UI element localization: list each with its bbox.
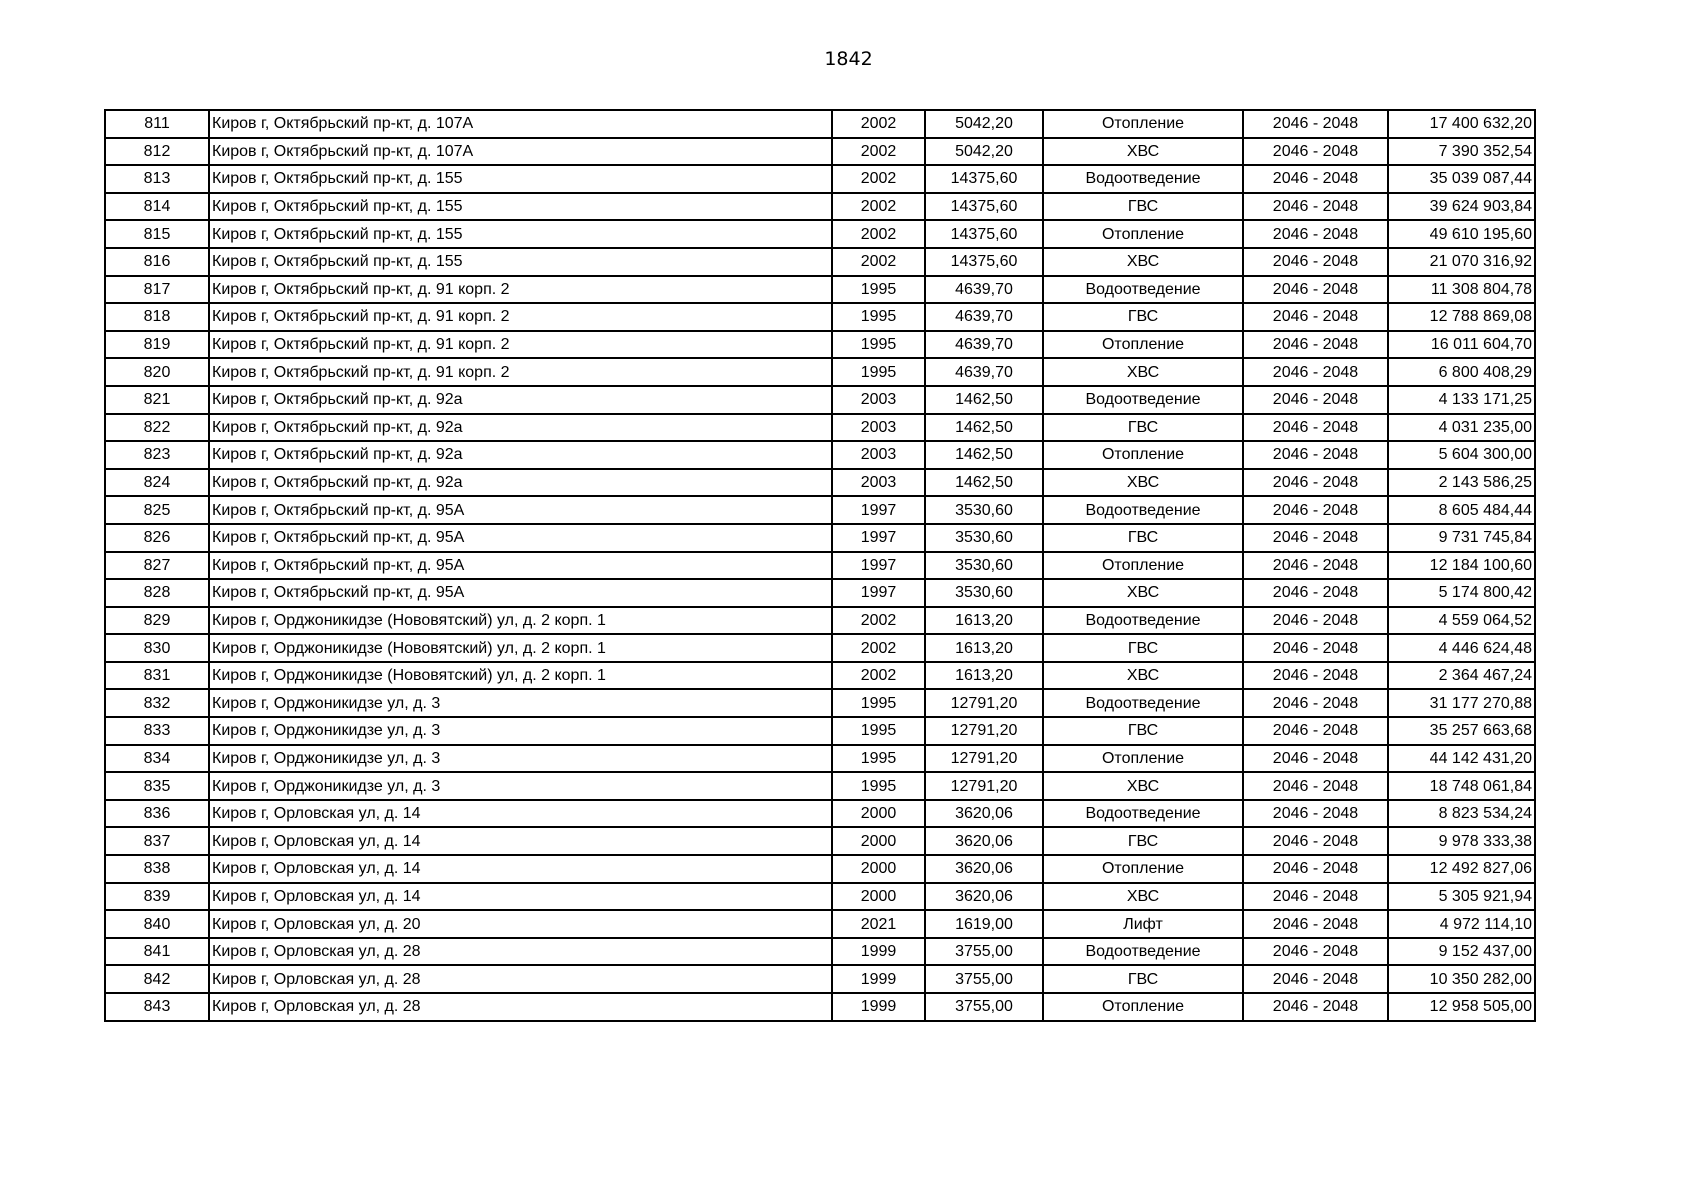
area-cell: 3620,06	[925, 800, 1043, 828]
cost-cell: 7 390 352,54	[1388, 138, 1535, 166]
work-type-cell: Отопление	[1043, 220, 1243, 248]
row-number-cell: 820	[105, 358, 209, 386]
year-built-cell: 2002	[832, 110, 925, 138]
period-cell: 2046 - 2048	[1243, 910, 1388, 938]
row-number-cell: 823	[105, 441, 209, 469]
cost-cell: 8 823 534,24	[1388, 800, 1535, 828]
table-row	[105, 827, 1535, 855]
area-cell: 3530,60	[925, 524, 1043, 552]
period-cell: 2046 - 2048	[1243, 138, 1388, 166]
table-row	[105, 193, 1535, 221]
housing-repair-table	[104, 109, 1536, 1022]
year-built-cell: 1995	[832, 772, 925, 800]
work-type-cell: ГВС	[1043, 414, 1243, 442]
address-cell: Киров г, Октябрьский пр-кт, д. 91 корп. 2	[209, 303, 832, 331]
row-number-cell: 843	[105, 993, 209, 1021]
work-type-cell: ГВС	[1043, 827, 1243, 855]
address-cell: Киров г, Октябрьский пр-кт, д. 92а	[209, 414, 832, 442]
work-type-cell: Водоотведение	[1043, 276, 1243, 304]
period-cell: 2046 - 2048	[1243, 469, 1388, 497]
cost-cell: 9 152 437,00	[1388, 938, 1535, 966]
period-cell: 2046 - 2048	[1243, 220, 1388, 248]
row-number-cell: 827	[105, 552, 209, 580]
period-cell: 2046 - 2048	[1243, 965, 1388, 993]
address-cell: Киров г, Орджоникидзе ул, д. 3	[209, 717, 832, 745]
year-built-cell: 1997	[832, 496, 925, 524]
year-built-cell: 2002	[832, 662, 925, 690]
table-row	[105, 883, 1535, 911]
work-type-cell: Отопление	[1043, 331, 1243, 359]
work-type-cell: ХВС	[1043, 883, 1243, 911]
period-cell: 2046 - 2048	[1243, 496, 1388, 524]
area-cell: 3755,00	[925, 993, 1043, 1021]
table-row	[105, 110, 1535, 138]
cost-cell: 4 133 171,25	[1388, 386, 1535, 414]
year-built-cell: 1997	[832, 524, 925, 552]
address-cell: Киров г, Орловская ул, д. 20	[209, 910, 832, 938]
year-built-cell: 2021	[832, 910, 925, 938]
address-cell: Киров г, Октябрьский пр-кт, д. 92а	[209, 386, 832, 414]
cost-cell: 39 624 903,84	[1388, 193, 1535, 221]
row-number-cell: 824	[105, 469, 209, 497]
work-type-cell: Водоотведение	[1043, 496, 1243, 524]
cost-cell: 4 446 624,48	[1388, 634, 1535, 662]
year-built-cell: 2002	[832, 193, 925, 221]
cost-cell: 35 257 663,68	[1388, 717, 1535, 745]
table-body	[105, 110, 1535, 1021]
table-row	[105, 800, 1535, 828]
table-row	[105, 524, 1535, 552]
address-cell: Киров г, Октябрьский пр-кт, д. 91 корп. 2	[209, 358, 832, 386]
address-cell: Киров г, Октябрьский пр-кт, д. 91 корп. 2	[209, 331, 832, 359]
cost-cell: 16 011 604,70	[1388, 331, 1535, 359]
area-cell: 14375,60	[925, 193, 1043, 221]
area-cell: 3530,60	[925, 552, 1043, 580]
year-built-cell: 2003	[832, 469, 925, 497]
cost-cell: 10 350 282,00	[1388, 965, 1535, 993]
address-cell: Киров г, Октябрьский пр-кт, д. 92а	[209, 441, 832, 469]
address-cell: Киров г, Октябрьский пр-кт, д. 155	[209, 220, 832, 248]
cost-cell: 44 142 431,20	[1388, 745, 1535, 773]
year-built-cell: 2002	[832, 165, 925, 193]
cost-cell: 12 788 869,08	[1388, 303, 1535, 331]
period-cell: 2046 - 2048	[1243, 248, 1388, 276]
area-cell: 4639,70	[925, 331, 1043, 359]
area-cell: 14375,60	[925, 248, 1043, 276]
year-built-cell: 2002	[832, 607, 925, 635]
work-type-cell: ГВС	[1043, 634, 1243, 662]
year-built-cell: 1997	[832, 552, 925, 580]
address-cell: Киров г, Орджоникидзе ул, д. 3	[209, 745, 832, 773]
table-row	[105, 745, 1535, 773]
area-cell: 1462,50	[925, 386, 1043, 414]
area-cell: 12791,20	[925, 745, 1043, 773]
cost-cell: 6 800 408,29	[1388, 358, 1535, 386]
work-type-cell: ХВС	[1043, 248, 1243, 276]
page-number: 1842	[824, 48, 873, 70]
year-built-cell: 1999	[832, 993, 925, 1021]
cost-cell: 4 031 235,00	[1388, 414, 1535, 442]
period-cell: 2046 - 2048	[1243, 165, 1388, 193]
address-cell: Киров г, Октябрьский пр-кт, д. 155	[209, 165, 832, 193]
address-cell: Киров г, Орловская ул, д. 14	[209, 883, 832, 911]
cost-cell: 8 605 484,44	[1388, 496, 1535, 524]
address-cell: Киров г, Октябрьский пр-кт, д. 91 корп. 2	[209, 276, 832, 304]
work-type-cell: ГВС	[1043, 717, 1243, 745]
cost-cell: 12 492 827,06	[1388, 855, 1535, 883]
address-cell: Киров г, Октябрьский пр-кт, д. 95А	[209, 496, 832, 524]
period-cell: 2046 - 2048	[1243, 745, 1388, 773]
table-row	[105, 441, 1535, 469]
row-number-cell: 815	[105, 220, 209, 248]
work-type-cell: Водоотведение	[1043, 607, 1243, 635]
year-built-cell: 2000	[832, 827, 925, 855]
cost-cell: 17 400 632,20	[1388, 110, 1535, 138]
year-built-cell: 2002	[832, 634, 925, 662]
year-built-cell: 2002	[832, 138, 925, 166]
period-cell: 2046 - 2048	[1243, 662, 1388, 690]
table-row	[105, 331, 1535, 359]
work-type-cell: ХВС	[1043, 579, 1243, 607]
year-built-cell: 1995	[832, 303, 925, 331]
address-cell: Киров г, Орджоникидзе (Нововятский) ул, д. 2 корп. 1	[209, 607, 832, 635]
year-built-cell: 1997	[832, 579, 925, 607]
cost-cell: 4 972 114,10	[1388, 910, 1535, 938]
period-cell: 2046 - 2048	[1243, 883, 1388, 911]
cost-cell: 21 070 316,92	[1388, 248, 1535, 276]
table-row	[105, 910, 1535, 938]
period-cell: 2046 - 2048	[1243, 386, 1388, 414]
address-cell: Киров г, Октябрьский пр-кт, д. 155	[209, 193, 832, 221]
period-cell: 2046 - 2048	[1243, 717, 1388, 745]
period-cell: 2046 - 2048	[1243, 414, 1388, 442]
table-row	[105, 579, 1535, 607]
row-number-cell: 811	[105, 110, 209, 138]
year-built-cell: 1995	[832, 276, 925, 304]
area-cell: 3620,06	[925, 855, 1043, 883]
table-row	[105, 248, 1535, 276]
work-type-cell: Отопление	[1043, 552, 1243, 580]
cost-cell: 49 610 195,60	[1388, 220, 1535, 248]
table-row	[105, 634, 1535, 662]
period-cell: 2046 - 2048	[1243, 634, 1388, 662]
period-cell: 2046 - 2048	[1243, 441, 1388, 469]
row-number-cell: 833	[105, 717, 209, 745]
period-cell: 2046 - 2048	[1243, 552, 1388, 580]
period-cell: 2046 - 2048	[1243, 607, 1388, 635]
row-number-cell: 837	[105, 827, 209, 855]
area-cell: 4639,70	[925, 358, 1043, 386]
cost-cell: 12 184 100,60	[1388, 552, 1535, 580]
table-row	[105, 165, 1535, 193]
table-row	[105, 220, 1535, 248]
cost-cell: 2 364 467,24	[1388, 662, 1535, 690]
area-cell: 3755,00	[925, 938, 1043, 966]
cost-cell: 4 559 064,52	[1388, 607, 1535, 635]
work-type-cell: Отопление	[1043, 993, 1243, 1021]
cost-cell: 11 308 804,78	[1388, 276, 1535, 304]
area-cell: 3755,00	[925, 965, 1043, 993]
cost-cell: 2 143 586,25	[1388, 469, 1535, 497]
work-type-cell: Водоотведение	[1043, 689, 1243, 717]
address-cell: Киров г, Октябрьский пр-кт, д. 95А	[209, 552, 832, 580]
year-built-cell: 2000	[832, 883, 925, 911]
row-number-cell: 834	[105, 745, 209, 773]
area-cell: 1613,20	[925, 607, 1043, 635]
area-cell: 3620,06	[925, 883, 1043, 911]
table-row	[105, 662, 1535, 690]
area-cell: 5042,20	[925, 138, 1043, 166]
area-cell: 12791,20	[925, 717, 1043, 745]
address-cell: Киров г, Орловская ул, д. 28	[209, 938, 832, 966]
work-type-cell: Отопление	[1043, 110, 1243, 138]
cost-cell: 9 978 333,38	[1388, 827, 1535, 855]
row-number-cell: 831	[105, 662, 209, 690]
work-type-cell: ГВС	[1043, 965, 1243, 993]
year-built-cell: 1999	[832, 965, 925, 993]
area-cell: 4639,70	[925, 303, 1043, 331]
period-cell: 2046 - 2048	[1243, 855, 1388, 883]
table-row	[105, 965, 1535, 993]
row-number-cell: 825	[105, 496, 209, 524]
year-built-cell: 2003	[832, 386, 925, 414]
row-number-cell: 840	[105, 910, 209, 938]
period-cell: 2046 - 2048	[1243, 276, 1388, 304]
address-cell: Киров г, Октябрьский пр-кт, д. 155	[209, 248, 832, 276]
table-row	[105, 414, 1535, 442]
year-built-cell: 1995	[832, 331, 925, 359]
cost-cell: 12 958 505,00	[1388, 993, 1535, 1021]
table-row	[105, 552, 1535, 580]
area-cell: 12791,20	[925, 689, 1043, 717]
area-cell: 4639,70	[925, 276, 1043, 304]
area-cell: 5042,20	[925, 110, 1043, 138]
table-row	[105, 496, 1535, 524]
row-number-cell: 836	[105, 800, 209, 828]
period-cell: 2046 - 2048	[1243, 689, 1388, 717]
address-cell: Киров г, Октябрьский пр-кт, д. 95А	[209, 524, 832, 552]
row-number-cell: 814	[105, 193, 209, 221]
address-cell: Киров г, Орджоникидзе (Нововятский) ул, д. 2 корп. 1	[209, 634, 832, 662]
table-row	[105, 303, 1535, 331]
area-cell: 1613,20	[925, 634, 1043, 662]
address-cell: Киров г, Орджоникидзе ул, д. 3	[209, 772, 832, 800]
year-built-cell: 1999	[832, 938, 925, 966]
address-cell: Киров г, Орловская ул, д. 14	[209, 855, 832, 883]
period-cell: 2046 - 2048	[1243, 579, 1388, 607]
area-cell: 1462,50	[925, 414, 1043, 442]
table-row	[105, 138, 1535, 166]
table-row	[105, 772, 1535, 800]
period-cell: 2046 - 2048	[1243, 772, 1388, 800]
row-number-cell: 835	[105, 772, 209, 800]
period-cell: 2046 - 2048	[1243, 110, 1388, 138]
address-cell: Киров г, Орловская ул, д. 14	[209, 827, 832, 855]
period-cell: 2046 - 2048	[1243, 827, 1388, 855]
row-number-cell: 818	[105, 303, 209, 331]
cost-cell: 5 305 921,94	[1388, 883, 1535, 911]
period-cell: 2046 - 2048	[1243, 358, 1388, 386]
year-built-cell: 2000	[832, 855, 925, 883]
table-row	[105, 386, 1535, 414]
row-number-cell: 828	[105, 579, 209, 607]
work-type-cell: ГВС	[1043, 193, 1243, 221]
address-cell: Киров г, Орловская ул, д. 28	[209, 993, 832, 1021]
table-row	[105, 276, 1535, 304]
table-row	[105, 358, 1535, 386]
row-number-cell: 813	[105, 165, 209, 193]
year-built-cell: 1995	[832, 689, 925, 717]
work-type-cell: Отопление	[1043, 441, 1243, 469]
period-cell: 2046 - 2048	[1243, 524, 1388, 552]
row-number-cell: 826	[105, 524, 209, 552]
table-row	[105, 855, 1535, 883]
row-number-cell: 832	[105, 689, 209, 717]
year-built-cell: 2002	[832, 248, 925, 276]
row-number-cell: 817	[105, 276, 209, 304]
cost-cell: 9 731 745,84	[1388, 524, 1535, 552]
cost-cell: 35 039 087,44	[1388, 165, 1535, 193]
period-cell: 2046 - 2048	[1243, 938, 1388, 966]
area-cell: 1619,00	[925, 910, 1043, 938]
work-type-cell: ХВС	[1043, 358, 1243, 386]
work-type-cell: ГВС	[1043, 524, 1243, 552]
address-cell: Киров г, Орджоникидзе ул, д. 3	[209, 689, 832, 717]
period-cell: 2046 - 2048	[1243, 331, 1388, 359]
table-row	[105, 689, 1535, 717]
address-cell: Киров г, Орловская ул, д. 28	[209, 965, 832, 993]
area-cell: 3530,60	[925, 579, 1043, 607]
area-cell: 12791,20	[925, 772, 1043, 800]
row-number-cell: 822	[105, 414, 209, 442]
year-built-cell: 2003	[832, 414, 925, 442]
area-cell: 3530,60	[925, 496, 1043, 524]
cost-cell: 5 604 300,00	[1388, 441, 1535, 469]
address-cell: Киров г, Октябрьский пр-кт, д. 107А	[209, 110, 832, 138]
year-built-cell: 2002	[832, 220, 925, 248]
row-number-cell: 839	[105, 883, 209, 911]
year-built-cell: 1995	[832, 745, 925, 773]
cost-cell: 18 748 061,84	[1388, 772, 1535, 800]
cost-cell: 5 174 800,42	[1388, 579, 1535, 607]
row-number-cell: 816	[105, 248, 209, 276]
table-row	[105, 607, 1535, 635]
period-cell: 2046 - 2048	[1243, 800, 1388, 828]
work-type-cell: ХВС	[1043, 662, 1243, 690]
row-number-cell: 812	[105, 138, 209, 166]
year-built-cell: 1995	[832, 358, 925, 386]
work-type-cell: ХВС	[1043, 469, 1243, 497]
area-cell: 1462,50	[925, 469, 1043, 497]
area-cell: 14375,60	[925, 165, 1043, 193]
period-cell: 2046 - 2048	[1243, 993, 1388, 1021]
address-cell: Киров г, Орджоникидзе (Нововятский) ул, д. 2 корп. 1	[209, 662, 832, 690]
row-number-cell: 830	[105, 634, 209, 662]
table-row	[105, 938, 1535, 966]
table-row	[105, 993, 1535, 1021]
row-number-cell: 842	[105, 965, 209, 993]
address-cell: Киров г, Орловская ул, д. 14	[209, 800, 832, 828]
period-cell: 2046 - 2048	[1243, 193, 1388, 221]
work-type-cell: ХВС	[1043, 138, 1243, 166]
area-cell: 3620,06	[925, 827, 1043, 855]
address-cell: Киров г, Октябрьский пр-кт, д. 107А	[209, 138, 832, 166]
cost-cell: 31 177 270,88	[1388, 689, 1535, 717]
work-type-cell: Водоотведение	[1043, 386, 1243, 414]
area-cell: 1462,50	[925, 441, 1043, 469]
table-row	[105, 469, 1535, 497]
work-type-cell: Водоотведение	[1043, 165, 1243, 193]
work-type-cell: Отопление	[1043, 855, 1243, 883]
work-type-cell: Лифт	[1043, 910, 1243, 938]
row-number-cell: 819	[105, 331, 209, 359]
address-cell: Киров г, Октябрьский пр-кт, д. 92а	[209, 469, 832, 497]
work-type-cell: ГВС	[1043, 303, 1243, 331]
row-number-cell: 838	[105, 855, 209, 883]
work-type-cell: Отопление	[1043, 745, 1243, 773]
year-built-cell: 1995	[832, 717, 925, 745]
address-cell: Киров г, Октябрьский пр-кт, д. 95А	[209, 579, 832, 607]
area-cell: 14375,60	[925, 220, 1043, 248]
row-number-cell: 821	[105, 386, 209, 414]
year-built-cell: 2003	[832, 441, 925, 469]
table-row	[105, 717, 1535, 745]
work-type-cell: Водоотведение	[1043, 938, 1243, 966]
period-cell: 2046 - 2048	[1243, 303, 1388, 331]
work-type-cell: ХВС	[1043, 772, 1243, 800]
year-built-cell: 2000	[832, 800, 925, 828]
work-type-cell: Водоотведение	[1043, 800, 1243, 828]
row-number-cell: 841	[105, 938, 209, 966]
row-number-cell: 829	[105, 607, 209, 635]
area-cell: 1613,20	[925, 662, 1043, 690]
